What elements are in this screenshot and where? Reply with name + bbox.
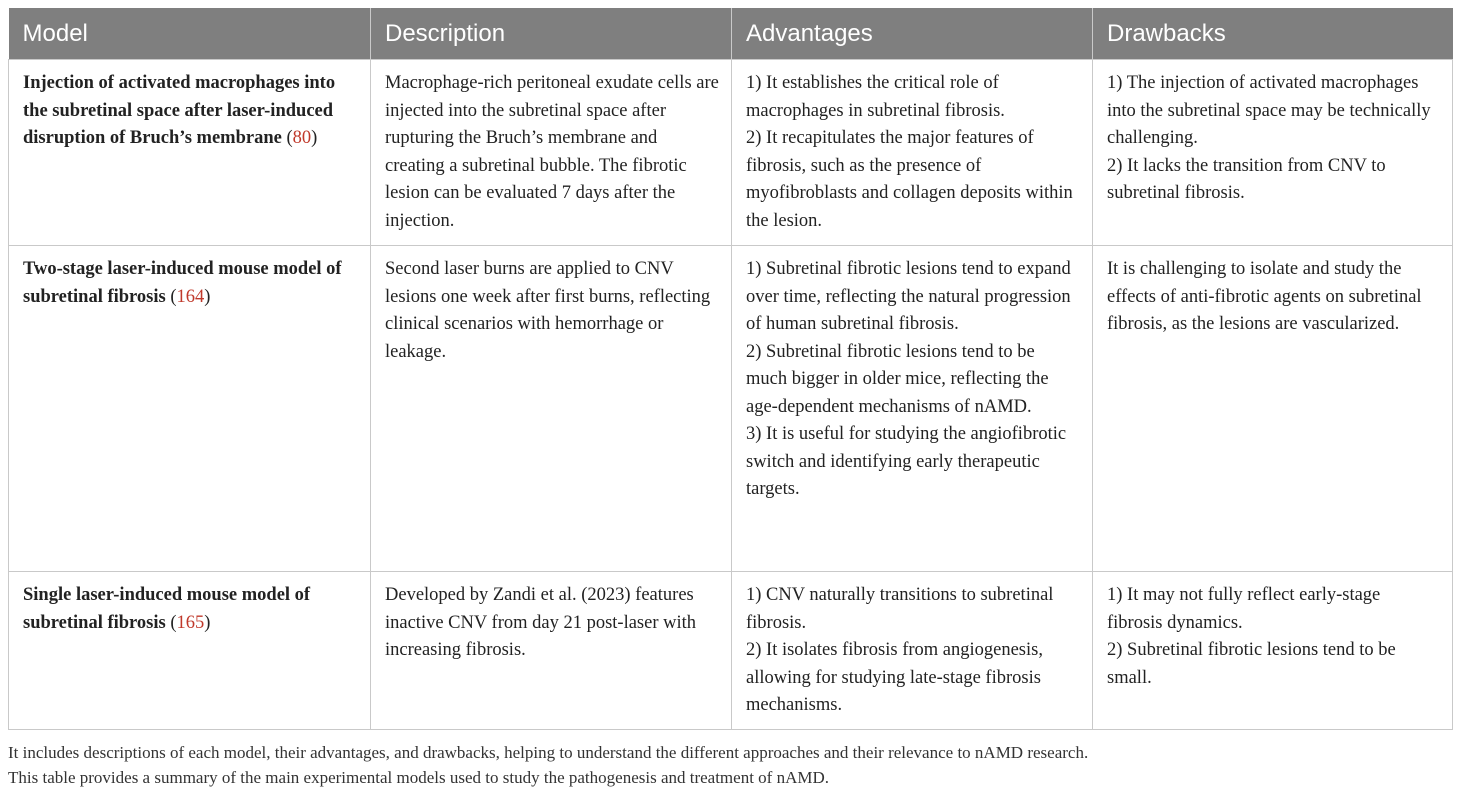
reference-open-paren: (: [170, 612, 177, 633]
drawback-item: 2) Subretinal fibrotic lesions tend to be small.: [1107, 640, 1396, 688]
drawback-item: It is challenging to isolate and study the effects of anti-fibrotic agents on subretinal fibrosis, as the lesions are vascularized.: [1107, 259, 1422, 334]
reference-close-paren: ): [204, 612, 211, 633]
drawback-item: 2) It lacks the transition from CNV to subretinal fibrosis.: [1107, 155, 1386, 203]
header-model: Model: [9, 8, 371, 60]
table-row: [9, 572, 1453, 730]
description-cell: Developed by Zandi et al. (2023) features inactive CNV from day 21 post-laser with increasing fibrosis.: [371, 572, 732, 730]
advantage-item: 3) It is useful for studying the angiofibrotic switch and identifying early therapeutic targets.: [746, 424, 1067, 499]
advantages-cell: [732, 246, 1093, 572]
advantage-item: 2) Subretinal fibrotic lesions tend to be much bigger in older mice, reflecting the age-dependent mechanisms of nAMD.: [746, 341, 1049, 417]
advantage-item: 1) Subretinal fibrotic lesions tend to expand over time, reflecting the natural progression of human subretinal fibrosis.: [746, 259, 1071, 334]
advantages-cell: [732, 60, 1093, 246]
reference-link[interactable]: 80: [292, 128, 312, 148]
advantage-item: 2) It recapitulates the major features of fibrosis, such as the presence of myofibroblasts and collagen deposits within the lesion.: [746, 128, 1073, 231]
drawbacks-cell: [1093, 60, 1453, 246]
model-name: Two-stage laser-induced mouse model of subretinal fibrosis: [23, 259, 342, 307]
drawbacks-cell: [1093, 572, 1453, 730]
table-figure: [8, 8, 1452, 790]
experimental-models-table: [8, 8, 1453, 730]
reference-close-paren: ): [204, 286, 211, 307]
reference-close-paren: ): [311, 128, 318, 148]
advantage-item: 1) CNV naturally transitions to subretinal fibrosis.: [746, 585, 1054, 633]
footnote: It includes descriptions of each model, their advantages, and drawbacks, helping to understand the different approaches and their relevance to nAMD research.: [8, 743, 1089, 762]
reference-open-paren: (: [286, 128, 293, 148]
header-drawbacks: Drawbacks: [1093, 8, 1453, 60]
description-cell: Second laser burns are applied to CNV lesions one week after first burns, reflecting clinical scenarios with hemorrhage or leakage.: [371, 246, 732, 572]
table-header: [9, 8, 1453, 60]
model-cell: [9, 246, 371, 572]
header-description: Description: [371, 8, 732, 60]
header-advantages: Advantages: [732, 8, 1093, 60]
advantage-item: 1) It establishes the critical role of macrophages in subretinal fibrosis.: [746, 73, 1005, 121]
model-name: Single laser-induced mouse model of subretinal fibrosis: [23, 585, 311, 633]
table-row: [9, 246, 1453, 572]
advantages-cell: [732, 572, 1093, 730]
reference-open-paren: (: [170, 286, 177, 307]
model-name: Injection of activated macrophages into the subretinal space after laser-induced disruption of Bruch’s membrane: [23, 73, 336, 148]
drawbacks-cell: [1093, 246, 1453, 572]
header-row: [9, 8, 1453, 60]
table-row: [9, 60, 1453, 246]
description-cell: Macrophage-rich peritoneal exudate cells are injected into the subretinal space after rupturing the Bruch’s membrane and creating a subretinal bubble. The fibrotic lesion can be evaluated 7 days after the injection.: [371, 60, 732, 246]
reference-link[interactable]: 165: [176, 612, 205, 633]
reference-link[interactable]: 164: [176, 286, 205, 307]
table-footnotes: [8, 740, 1452, 790]
model-cell: [9, 572, 371, 730]
footnote: This table provides a summary of the main experimental models used to study the pathogenesis and treatment of nAMD.: [8, 768, 830, 787]
model-cell: [9, 60, 371, 246]
advantage-item: 2) It isolates fibrosis from angiogenesis, allowing for studying late-stage fibrosis mechanisms.: [746, 640, 1043, 715]
drawback-item: 1) It may not fully reflect early-stage fibrosis dynamics.: [1107, 585, 1381, 633]
drawback-item: 1) The injection of activated macrophages into the subretinal space may be technically challenging.: [1107, 73, 1431, 148]
table-body: [9, 60, 1453, 730]
